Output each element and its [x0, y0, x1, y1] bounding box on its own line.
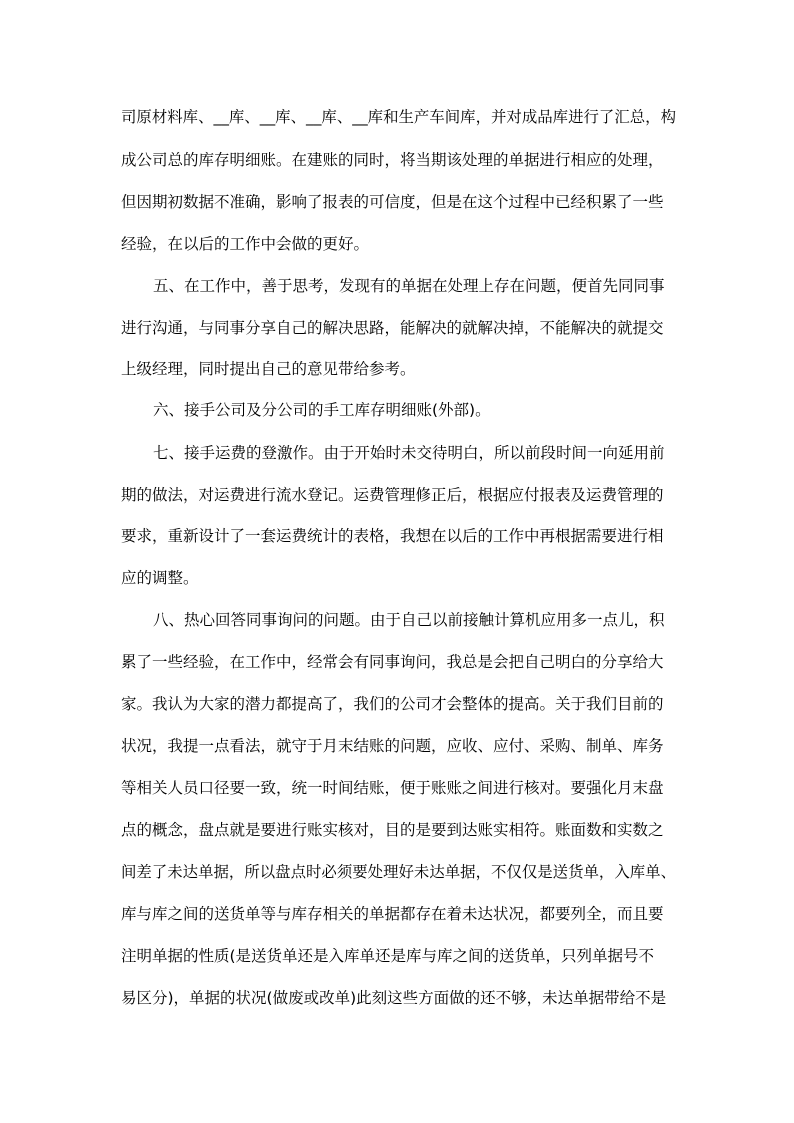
- text-line: 间差了未达单据，所以盘点时必须要处理好未达单据，不仅仅是送货单，入库单、: [121, 863, 677, 881]
- text-line: 累了一些经验，在工作中，经常会有同事询问，我总是会把自己明白的分享给大: [121, 653, 664, 671]
- text-line: 要求，重新设计了一套运费统计的表格，我想在以后的工作中再根据需要进行相: [121, 527, 664, 545]
- text-line: 七、接手运费的登激作。由于开始时未交待明白，所以前段时间一向延用前: [153, 444, 665, 462]
- text-line: 八、热心回答同事询问的问题。由于自己以前接触计算机应用多一点儿，积: [153, 611, 665, 629]
- text-line: 易区分)，单据的状况(做废或改单)此刻这些方面做的还不够，未达单据带给不是: [121, 989, 667, 1007]
- text-line: 六、接手公司及分公司的手工库存明细账(外部)。: [153, 401, 491, 419]
- text-line: 库与库之间的送货单等与库存相关的单据都存在着未达状况，都要列全，而且要: [121, 905, 664, 923]
- text-line: 应的调整。: [121, 569, 199, 587]
- text-line: 经验，在以后的工作中会做的更好。: [121, 235, 370, 253]
- text-line: 进行沟通，与同事分享自己的解决思路，能解决的就解决掉，不能解决的就提交: [121, 319, 664, 337]
- text-line: 五、在工作中，善于思考，发现有的单据在处理上存在问题，便首先同同事: [153, 277, 665, 295]
- text-line: 司原材料库、__库、__库、__库、__库和生产车间库，并对成品库进行了汇总，构: [121, 108, 677, 126]
- text-line: 期的做法，对运费进行流水登记。运费管理修正后，根据应付报表及运费管理的: [121, 486, 664, 504]
- text-line: 点的概念，盘点就是要进行账实核对，目的是要到达账实相符。账面数和实数之: [121, 821, 664, 839]
- text-line: 但因期初数据不准确，影响了报表的可信度，但是在这个过程中已经积累了一些: [121, 193, 664, 211]
- text-line: 状况，我提一点看法，就守于月末结账的问题，应收、应付、采购、制单、库务: [121, 737, 664, 755]
- text-line: 家。我认为大家的潜力都提高了，我们的公司才会整体的提高。关于我们目前的: [121, 695, 664, 713]
- text-line: 注明单据的性质(是送货单还是入库单还是库与库之间的送货单，只列单据号不: [121, 947, 655, 965]
- text-line: 等相关人员口径要一致，统一时间结账，便于账账之间进行核对。要强化月末盘: [121, 779, 664, 797]
- text-line: 上级经理，同时提出自己的意见带给参考。: [121, 360, 416, 378]
- text-line: 成公司总的库存明细账。在建账的同时，将当期该处理的单据进行相应的处理，: [121, 151, 664, 169]
